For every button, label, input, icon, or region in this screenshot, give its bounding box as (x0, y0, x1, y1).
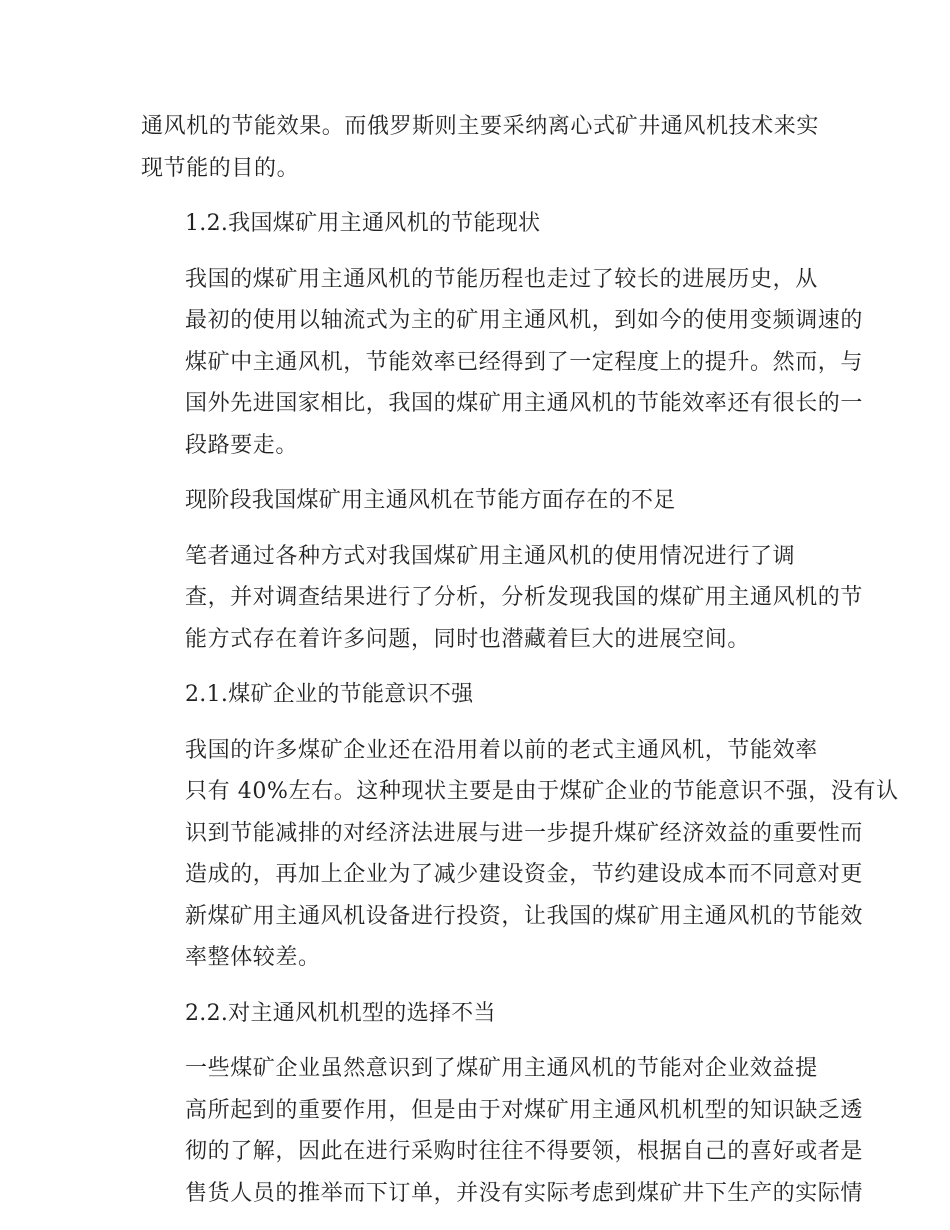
text-line: 最初的使用以轴流式为主的矿用主通风机，到如今的使用变频调速的 (185, 308, 864, 333)
text-line: 造成的，再加上企业为了减少建设资金，节约建设成本而不同意对更 (185, 862, 864, 887)
text-line: 现节能的目的。 (141, 155, 300, 181)
text-line: 笔者通过各种方式对我国煤矿用主通风机的使用情况进行了调 (185, 543, 796, 569)
text-line: 只有 40%左右。这种现状主要是由于煤矿企业的节能意识不强，没有认 (185, 779, 899, 804)
text-line: 我国的煤矿用主通风机的节能历程也走过了较长的进展历史，从 (185, 266, 818, 292)
text-line: 新煤矿用主通风机设备进行投资，让我国的煤矿用主通风机的节能效 (185, 903, 864, 929)
text-line: 煤矿中主通风机，节能效率已经得到了一定程度上的提升。然而，与 (185, 349, 864, 375)
text-line: 查，并对调查结果进行了分析，分析发现我国的煤矿用主通风机的节 (185, 585, 864, 610)
text-line: 高所起到的重要作用，但是由于对煤矿用主通风机机型的知识缺乏透 (185, 1097, 864, 1123)
section-heading-2-2: 2.2.对主通风机机型的选择不当 (185, 1000, 496, 1026)
paragraph-foreign-practice (141, 106, 820, 189)
paragraph-survey (141, 536, 864, 661)
text-line: 通风机的节能效果。而俄罗斯则主要采纳离心式矿井通风机技术来实 (141, 114, 820, 139)
text-line: 一些煤矿企业虽然意识到了煤矿用主通风机的节能对企业效益提 (185, 1056, 818, 1081)
paragraph-domestic-status (141, 259, 864, 467)
text-line: 国外先进国家相比，我国的煤矿用主通风机的节能效率还有很长的一 (185, 391, 864, 416)
document-body (141, 106, 899, 1228)
text-line: 我国的许多煤矿企业还在沿用着以前的老式主通风机，节能效率 (185, 737, 818, 763)
text-line: 售货人员的推举而下订单，并没有实际考虑到煤矿井下生产的实际情 (185, 1180, 864, 1206)
text-line: 率整体较差。 (185, 945, 321, 970)
paragraph-awareness (141, 730, 899, 979)
section-heading-2-1: 2.1.煤矿企业的节能意识不强 (185, 682, 474, 707)
section-heading-shortcomings: 现阶段我国煤矿用主通风机在节能方面存在的不足 (185, 488, 676, 513)
text-line: 能方式存在着许多问题，同时也潜藏着巨大的进展空间。 (185, 626, 751, 652)
text-line: 彻的了解，因此在进行采购时往往不得要领，根据自己的喜好或者是 (185, 1139, 864, 1164)
section-heading-1-2: 1.2.我国煤矿用主通风机的节能现状 (185, 211, 541, 236)
paragraph-model-selection (141, 1048, 864, 1214)
text-line: 识到节能减排的对经济法进展与进一步提升煤矿经济效益的重要性而 (185, 820, 864, 846)
text-line: 段路要走。 (185, 432, 299, 458)
